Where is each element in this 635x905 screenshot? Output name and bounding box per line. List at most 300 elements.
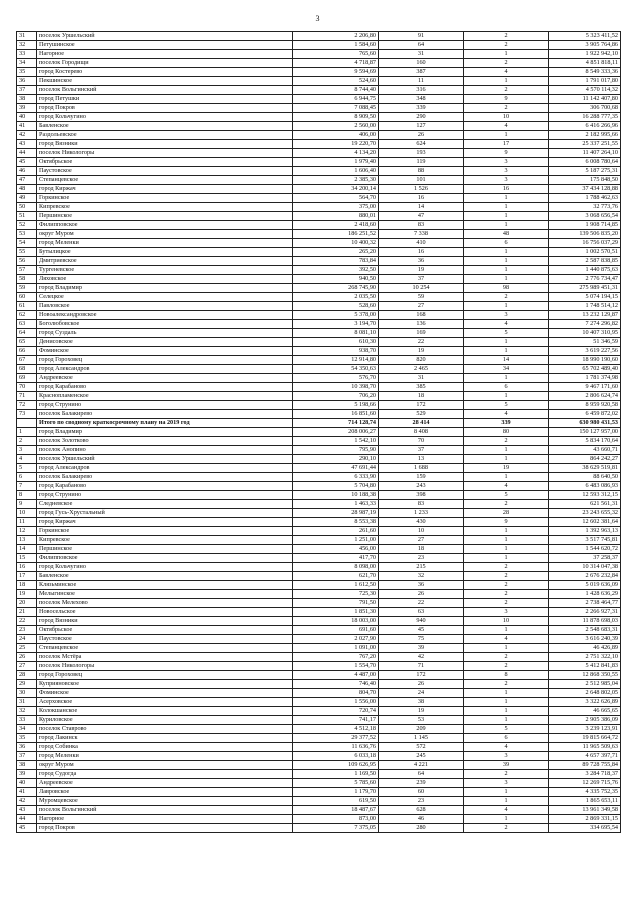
table-row bbox=[17, 824, 621, 833]
buildings-count: 1 bbox=[464, 203, 549, 212]
residents-count: 348 bbox=[379, 95, 464, 104]
area-value: 290,10 bbox=[293, 455, 379, 464]
area-value: 29 377,52 bbox=[293, 734, 379, 743]
table-row bbox=[17, 473, 621, 482]
row-number: 66 bbox=[17, 347, 37, 356]
area-value: 4 134,20 bbox=[293, 149, 379, 158]
area-value: 109 626,95 bbox=[293, 761, 379, 770]
table-row bbox=[17, 122, 621, 131]
buildings-count: 1 bbox=[464, 131, 549, 140]
cost-value: 12 269 715,76 bbox=[549, 779, 621, 788]
area-value: 940,50 bbox=[293, 275, 379, 284]
residents-count: 430 bbox=[379, 518, 464, 527]
table-row bbox=[17, 698, 621, 707]
settlement-name: Фоминское bbox=[37, 689, 293, 698]
table-row bbox=[17, 77, 621, 86]
residents-count: 10 bbox=[379, 527, 464, 536]
cost-value: 11 965 509,63 bbox=[549, 743, 621, 752]
table-row bbox=[17, 131, 621, 140]
residents-count: 7 338 bbox=[379, 230, 464, 239]
settlement-name: Петушинское bbox=[37, 41, 293, 50]
cost-value: 4 851 818,11 bbox=[549, 59, 621, 68]
buildings-count: 1 bbox=[464, 545, 549, 554]
buildings-count: 2 bbox=[464, 599, 549, 608]
row-number: 45 bbox=[17, 824, 37, 833]
table-row bbox=[17, 68, 621, 77]
settlement-name: город Меленки bbox=[37, 752, 293, 761]
buildings-count: 14 bbox=[464, 356, 549, 365]
area-value: 528,60 bbox=[293, 302, 379, 311]
residents-count: 91 bbox=[379, 32, 464, 41]
settlement-name: Селецкое bbox=[37, 293, 293, 302]
area-value: 10 400,32 bbox=[293, 239, 379, 248]
residents-count: 28 414 bbox=[379, 419, 464, 428]
row-number: 7 bbox=[17, 482, 37, 491]
cost-value: 46 426,89 bbox=[549, 644, 621, 653]
table-row bbox=[17, 284, 621, 293]
row-number: 9 bbox=[17, 500, 37, 509]
settlement-name: Новоалександровское bbox=[37, 311, 293, 320]
cost-value: 11 142 407,80 bbox=[549, 95, 621, 104]
area-value: 804,70 bbox=[293, 689, 379, 698]
area-value: 268 745,90 bbox=[293, 284, 379, 293]
residents-count: 36 bbox=[379, 257, 464, 266]
buildings-count: 3 bbox=[464, 158, 549, 167]
table-row bbox=[17, 167, 621, 176]
residents-count: 172 bbox=[379, 671, 464, 680]
settlement-name: Итого по сводному краткосрочному плану на 2019 год bbox=[37, 419, 293, 428]
cost-value: 5 187 275,31 bbox=[549, 167, 621, 176]
area-value: 1 542,10 bbox=[293, 437, 379, 446]
residents-count: 64 bbox=[379, 41, 464, 50]
cost-value: 6 459 872,02 bbox=[549, 410, 621, 419]
table-row bbox=[17, 671, 621, 680]
cost-value: 12 593 312,15 bbox=[549, 491, 621, 500]
buildings-count: 1 bbox=[464, 797, 549, 806]
table-row bbox=[17, 482, 621, 491]
cost-value: 5 834 170,64 bbox=[549, 437, 621, 446]
settlement-name: город Киржач bbox=[37, 518, 293, 527]
table-row bbox=[17, 113, 621, 122]
residents-count: 172 bbox=[379, 401, 464, 410]
area-value: 1 584,60 bbox=[293, 41, 379, 50]
cost-value: 1 440 875,63 bbox=[549, 266, 621, 275]
row-number: 8 bbox=[17, 491, 37, 500]
area-value: 186 251,52 bbox=[293, 230, 379, 239]
residents-count: 387 bbox=[379, 68, 464, 77]
buildings-count: 16 bbox=[464, 185, 549, 194]
buildings-count: 34 bbox=[464, 365, 549, 374]
table-row bbox=[17, 554, 621, 563]
settlement-name: Першинское bbox=[37, 545, 293, 554]
row-number: 65 bbox=[17, 338, 37, 347]
settlement-name: поселок Городищи bbox=[37, 59, 293, 68]
row-number: 51 bbox=[17, 212, 37, 221]
residents-count: 4 221 bbox=[379, 761, 464, 770]
buildings-count: 98 bbox=[464, 284, 549, 293]
row-number: 20 bbox=[17, 599, 37, 608]
residents-count: 398 bbox=[379, 491, 464, 500]
row-number: 22 bbox=[17, 617, 37, 626]
cost-value: 175 848,50 bbox=[549, 176, 621, 185]
area-value: 7 375,05 bbox=[293, 824, 379, 833]
settlement-name: округ Муром bbox=[37, 761, 293, 770]
residents-count: 31 bbox=[379, 50, 464, 59]
buildings-count: 28 bbox=[464, 509, 549, 518]
table-row bbox=[17, 302, 621, 311]
settlement-name: поселок Золотково bbox=[37, 437, 293, 446]
settlement-name: Кипревское bbox=[37, 536, 293, 545]
table-row bbox=[17, 518, 621, 527]
area-value: 2 035,50 bbox=[293, 293, 379, 302]
settlement-name: город Меленки bbox=[37, 239, 293, 248]
cost-value: 23 243 655,32 bbox=[549, 509, 621, 518]
residents-count: 119 bbox=[379, 158, 464, 167]
row-number: 57 bbox=[17, 266, 37, 275]
area-value: 621,70 bbox=[293, 572, 379, 581]
buildings-count: 2 bbox=[464, 581, 549, 590]
cost-value: 43 660,71 bbox=[549, 446, 621, 455]
buildings-count: 1 bbox=[464, 473, 549, 482]
table-row bbox=[17, 527, 621, 536]
area-value: 19 220,70 bbox=[293, 140, 379, 149]
area-value: 8 098,00 bbox=[293, 563, 379, 572]
area-value: 2 027,90 bbox=[293, 635, 379, 644]
settlement-name: Андреевское bbox=[37, 374, 293, 383]
area-value: 4 718,87 bbox=[293, 59, 379, 68]
row-number bbox=[17, 419, 37, 428]
row-number: 50 bbox=[17, 203, 37, 212]
cost-value: 51 346,59 bbox=[549, 338, 621, 347]
table-row bbox=[17, 500, 621, 509]
buildings-count: 10 bbox=[464, 113, 549, 122]
cost-value: 65 702 489,40 bbox=[549, 365, 621, 374]
row-number: 47 bbox=[17, 176, 37, 185]
cost-value: 3 619 227,56 bbox=[549, 347, 621, 356]
row-number: 30 bbox=[17, 689, 37, 698]
settlement-name: Нагорное bbox=[37, 815, 293, 824]
settlement-name: Нагорное bbox=[37, 50, 293, 59]
settlement-name: Филипповское bbox=[37, 221, 293, 230]
buildings-count: 8 bbox=[464, 671, 549, 680]
settlement-name: Дмитриевское bbox=[37, 257, 293, 266]
row-number: 71 bbox=[17, 392, 37, 401]
row-number: 2 bbox=[17, 437, 37, 446]
residents-count: 42 bbox=[379, 653, 464, 662]
table-row bbox=[17, 446, 621, 455]
table-row bbox=[17, 140, 621, 149]
residents-count: 31 bbox=[379, 374, 464, 383]
residents-count: 316 bbox=[379, 86, 464, 95]
buildings-count: 2 bbox=[464, 824, 549, 833]
residents-count: 168 bbox=[379, 311, 464, 320]
cost-value: 8 959 920,58 bbox=[549, 401, 621, 410]
area-value: 47 691,44 bbox=[293, 464, 379, 473]
residents-count: 136 bbox=[379, 320, 464, 329]
settlement-name: Асерховское bbox=[37, 698, 293, 707]
row-number: 17 bbox=[17, 572, 37, 581]
area-value: 1 169,50 bbox=[293, 770, 379, 779]
area-value: 4 512,18 bbox=[293, 725, 379, 734]
cost-value: 621 561,31 bbox=[549, 500, 621, 509]
buildings-count: 5 bbox=[464, 401, 549, 410]
cost-value: 13 232 129,87 bbox=[549, 311, 621, 320]
row-number: 27 bbox=[17, 662, 37, 671]
buildings-count: 4 bbox=[464, 410, 549, 419]
buildings-count: 2 bbox=[464, 104, 549, 113]
buildings-count: 2 bbox=[464, 680, 549, 689]
residents-count: 160 bbox=[379, 59, 464, 68]
cost-value: 1 922 942,10 bbox=[549, 50, 621, 59]
residents-count: 290 bbox=[379, 113, 464, 122]
cost-value: 88 640,50 bbox=[549, 473, 621, 482]
settlement-name: Кипревское bbox=[37, 203, 293, 212]
table-row bbox=[17, 203, 621, 212]
cost-value: 1 428 636,29 bbox=[549, 590, 621, 599]
area-value: 1 612,50 bbox=[293, 581, 379, 590]
settlement-name: Октябрьское bbox=[37, 626, 293, 635]
row-number: 37 bbox=[17, 752, 37, 761]
cost-value: 11 878 698,03 bbox=[549, 617, 621, 626]
settlement-name: город Собинка bbox=[37, 743, 293, 752]
cost-value: 3 905 764,86 bbox=[549, 41, 621, 50]
buildings-count: 1 bbox=[464, 275, 549, 284]
table-row bbox=[17, 770, 621, 779]
settlement-name: город Покров bbox=[37, 824, 293, 833]
residents-count: 26 bbox=[379, 680, 464, 689]
table-row bbox=[17, 581, 621, 590]
cost-value: 18 990 190,60 bbox=[549, 356, 621, 365]
cost-value: 1 002 570,51 bbox=[549, 248, 621, 257]
settlement-name: поселок Никологоры bbox=[37, 149, 293, 158]
residents-count: 1 688 bbox=[379, 464, 464, 473]
row-number: 72 bbox=[17, 401, 37, 410]
buildings-count: 1 bbox=[464, 788, 549, 797]
residents-count: 36 bbox=[379, 581, 464, 590]
buildings-count: 6 bbox=[464, 383, 549, 392]
table-row bbox=[17, 464, 621, 473]
residents-count: 64 bbox=[379, 770, 464, 779]
table-row bbox=[17, 356, 621, 365]
residents-count: 19 bbox=[379, 347, 464, 356]
cost-value: 2 266 927,31 bbox=[549, 608, 621, 617]
area-value: 34 200,14 bbox=[293, 185, 379, 194]
area-value: 261,60 bbox=[293, 527, 379, 536]
settlement-name: город Владимир bbox=[37, 428, 293, 437]
row-number: 68 bbox=[17, 365, 37, 374]
settlement-name: город Кольчугино bbox=[37, 113, 293, 122]
residents-count: 53 bbox=[379, 716, 464, 725]
cost-value: 16 288 777,35 bbox=[549, 113, 621, 122]
buildings-count: 1 bbox=[464, 347, 549, 356]
table-row bbox=[17, 536, 621, 545]
settlement-name: город Александров bbox=[37, 365, 293, 374]
table-row bbox=[17, 617, 621, 626]
residents-count: 47 bbox=[379, 212, 464, 221]
area-value: 5 704,80 bbox=[293, 482, 379, 491]
cost-value: 864 242,27 bbox=[549, 455, 621, 464]
table-row bbox=[17, 239, 621, 248]
row-number: 5 bbox=[17, 464, 37, 473]
table-row bbox=[17, 86, 621, 95]
area-value: 11 636,76 bbox=[293, 743, 379, 752]
buildings-count: 1 bbox=[464, 446, 549, 455]
buildings-count: 4 bbox=[464, 743, 549, 752]
table-row bbox=[17, 797, 621, 806]
buildings-count: 80 bbox=[464, 428, 549, 437]
table-row bbox=[17, 329, 621, 338]
residents-count: 19 bbox=[379, 707, 464, 716]
area-value: 54 350,63 bbox=[293, 365, 379, 374]
cost-value: 12 602 381,64 bbox=[549, 518, 621, 527]
table-row bbox=[17, 320, 621, 329]
cost-value: 3 239 123,91 bbox=[549, 725, 621, 734]
table-row bbox=[17, 743, 621, 752]
table-row bbox=[17, 752, 621, 761]
residents-count: 16 bbox=[379, 248, 464, 257]
area-value: 1 556,00 bbox=[293, 698, 379, 707]
area-value: 880,01 bbox=[293, 212, 379, 221]
area-value: 1 851,30 bbox=[293, 608, 379, 617]
residents-count: 38 bbox=[379, 698, 464, 707]
residents-count: 169 bbox=[379, 329, 464, 338]
residents-count: 70 bbox=[379, 437, 464, 446]
cost-value: 2 676 232,84 bbox=[549, 572, 621, 581]
buildings-count: 2 bbox=[464, 653, 549, 662]
area-value: 767,20 bbox=[293, 653, 379, 662]
row-number: 38 bbox=[17, 761, 37, 770]
row-number: 40 bbox=[17, 113, 37, 122]
buildings-count: 2 bbox=[464, 563, 549, 572]
settlement-name: округ Муром bbox=[37, 230, 293, 239]
cost-value: 6 416 266,96 bbox=[549, 122, 621, 131]
area-value: 741,17 bbox=[293, 716, 379, 725]
area-value: 6 333,90 bbox=[293, 473, 379, 482]
area-value: 12 914,80 bbox=[293, 356, 379, 365]
row-number: 45 bbox=[17, 158, 37, 167]
cost-value: 10 314 047,38 bbox=[549, 563, 621, 572]
buildings-count: 1 bbox=[464, 302, 549, 311]
row-number: 18 bbox=[17, 581, 37, 590]
area-value: 5 785,60 bbox=[293, 779, 379, 788]
settlement-name: Степанцевское bbox=[37, 644, 293, 653]
table-row bbox=[17, 788, 621, 797]
settlement-name: город Вязники bbox=[37, 140, 293, 149]
residents-count: 14 bbox=[379, 203, 464, 212]
residents-count: 60 bbox=[379, 788, 464, 797]
settlement-name: Денисовское bbox=[37, 338, 293, 347]
area-value: 3 194,70 bbox=[293, 320, 379, 329]
buildings-count: 1 bbox=[464, 707, 549, 716]
settlement-name: поселок Никологоры bbox=[37, 662, 293, 671]
buildings-count: 1 bbox=[464, 689, 549, 698]
table-row bbox=[17, 572, 621, 581]
settlement-name: Следневское bbox=[37, 500, 293, 509]
area-value: 8 909,50 bbox=[293, 113, 379, 122]
settlement-name: поселок Уршельский bbox=[37, 455, 293, 464]
residents-count: 18 bbox=[379, 545, 464, 554]
settlement-name: город Струнино bbox=[37, 491, 293, 500]
row-number: 46 bbox=[17, 167, 37, 176]
residents-count: 75 bbox=[379, 635, 464, 644]
residents-count: 280 bbox=[379, 824, 464, 833]
buildings-count: 3 bbox=[464, 311, 549, 320]
settlement-name: Клязьминское bbox=[37, 581, 293, 590]
residents-count: 339 bbox=[379, 104, 464, 113]
residents-count: 572 bbox=[379, 743, 464, 752]
cost-value: 5 412 841,83 bbox=[549, 662, 621, 671]
row-number: 24 bbox=[17, 635, 37, 644]
cost-value: 38 629 519,81 bbox=[549, 464, 621, 473]
table-row bbox=[17, 149, 621, 158]
row-number: 28 bbox=[17, 671, 37, 680]
buildings-count: 5 bbox=[464, 725, 549, 734]
residents-count: 27 bbox=[379, 302, 464, 311]
buildings-count: 2 bbox=[464, 770, 549, 779]
row-number: 73 bbox=[17, 410, 37, 419]
settlement-name: Филипповское bbox=[37, 554, 293, 563]
cost-value: 1 865 653,11 bbox=[549, 797, 621, 806]
row-number: 41 bbox=[17, 122, 37, 131]
buildings-count: 3 bbox=[464, 176, 549, 185]
residents-count: 820 bbox=[379, 356, 464, 365]
page-number: 3 bbox=[315, 14, 320, 23]
area-value: 795,90 bbox=[293, 446, 379, 455]
buildings-count: 5 bbox=[464, 329, 549, 338]
buildings-count: 1 bbox=[464, 698, 549, 707]
table-row bbox=[17, 194, 621, 203]
residents-count: 385 bbox=[379, 383, 464, 392]
residents-count: 101 bbox=[379, 176, 464, 185]
table-row bbox=[17, 806, 621, 815]
residents-count: 127 bbox=[379, 122, 464, 131]
table-row bbox=[17, 401, 621, 410]
settlement-name: Горкинское bbox=[37, 527, 293, 536]
residents-count: 159 bbox=[379, 473, 464, 482]
buildings-count: 2 bbox=[464, 293, 549, 302]
buildings-count: 1 bbox=[464, 536, 549, 545]
residents-count: 13 bbox=[379, 455, 464, 464]
table-row bbox=[17, 266, 621, 275]
buildings-count: 9 bbox=[464, 149, 549, 158]
table-row bbox=[17, 221, 621, 230]
row-number: 41 bbox=[17, 788, 37, 797]
row-number: 38 bbox=[17, 95, 37, 104]
buildings-count: 1 bbox=[464, 644, 549, 653]
area-value: 406,00 bbox=[293, 131, 379, 140]
row-number: 36 bbox=[17, 77, 37, 86]
table-row bbox=[17, 59, 621, 68]
cost-value: 139 506 835,20 bbox=[549, 230, 621, 239]
buildings-count: 2 bbox=[464, 500, 549, 509]
settlement-name: Раздольевское bbox=[37, 131, 293, 140]
row-number: 61 bbox=[17, 302, 37, 311]
table-row bbox=[17, 257, 621, 266]
area-value: 18 003,00 bbox=[293, 617, 379, 626]
cost-value: 2 648 802,05 bbox=[549, 689, 621, 698]
settlement-name: Куприяновское bbox=[37, 680, 293, 689]
cost-value: 25 337 251,55 bbox=[549, 140, 621, 149]
buildings-count: 3 bbox=[464, 608, 549, 617]
table-row bbox=[17, 41, 621, 50]
row-number: 34 bbox=[17, 725, 37, 734]
row-number: 67 bbox=[17, 356, 37, 365]
area-value: 28 987,19 bbox=[293, 509, 379, 518]
buildings-count: 1 bbox=[464, 212, 549, 221]
table-row bbox=[17, 653, 621, 662]
settlement-name: город Судогда bbox=[37, 770, 293, 779]
cost-value: 4 335 752,35 bbox=[549, 788, 621, 797]
